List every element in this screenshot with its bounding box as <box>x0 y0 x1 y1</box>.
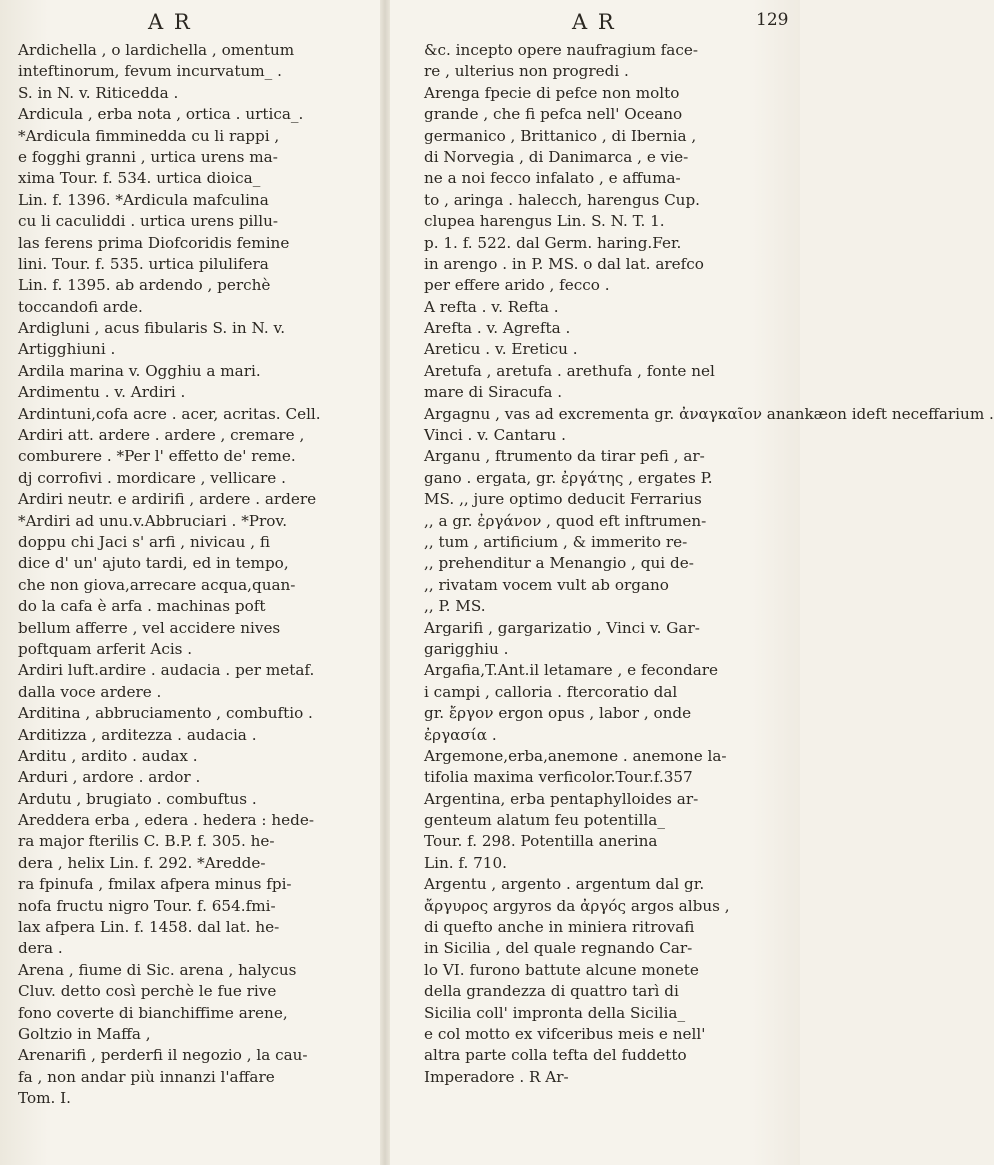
text-line: bellum afferre , vel accidere nives <box>18 618 281 637</box>
text-line: di Norvegia , di Danimarca , e vie- <box>424 147 689 166</box>
text-line: ,, a gr. ἐργάνον , quod eft inftrumen- <box>424 511 707 530</box>
text-line: Ardimentu . v. Ardiri . <box>18 383 186 402</box>
text-line: to , aringa . halecch, harengus Cup. <box>424 190 701 209</box>
text-line: Goltzio in Maffa , <box>18 1024 151 1043</box>
text-line: mare di Siracufa . <box>424 383 563 402</box>
text-line: do la cafa è arfa . machinas poft <box>18 597 266 616</box>
text-line: Arganu , ftrumento da tirar pefi , ar- <box>424 447 705 466</box>
text-line: &c. incepto opere naufragium face- <box>424 41 698 59</box>
text-line: Areddera erba , edera . hedera : hede- <box>18 811 314 830</box>
text-line: dice d' un' ajuto tardi, ed in tempo, <box>18 554 289 573</box>
text-line: dera , helix Lin. f. 292. *Aredde- <box>18 853 266 872</box>
text-line: re , ulterius non progredi . <box>424 62 629 81</box>
text-line: Arenarifi , perderfi il negozio , la cau- <box>18 1046 308 1065</box>
text-line: dera . <box>18 939 63 958</box>
text-line: Ardiri att. ardere . ardere , cremare , <box>18 426 305 445</box>
text-line: tifolia maxima verficolor.Tour.f.357 <box>424 768 693 787</box>
text-line: ,, prehenditur a Menangio , qui de- <box>424 554 694 573</box>
text-line: Aretufa , aretufa . arethufa , fonte nel <box>424 361 715 380</box>
text-line: Arditu , ardito . audax . <box>18 746 198 765</box>
text-line: fono coverte di bianchiffime arene, <box>18 1003 288 1022</box>
text-line: e fogghi granni , urtica urens ma- <box>18 147 278 166</box>
text-line: in arengo . in P. MS. o dal lat. arefco <box>424 254 704 273</box>
text-line: della grandezza di quattro tarì di <box>424 982 679 1001</box>
text-line: Arena , fiume di Sic. arena , halycus <box>18 960 297 979</box>
text-line: Lin. f. 1396. *Ardicula mafculina <box>18 190 269 209</box>
text-line: Arenga fpecie di pefce non molto <box>424 83 680 102</box>
text-line: i campi , calloria . ftercoratio dal <box>424 682 678 701</box>
text-line: gr. ἔργον ergon opus , labor , onde <box>424 704 692 723</box>
text-line: Ardintuni,cofa acre . acer, acritas. Cell. <box>18 404 321 423</box>
text-line: Lin. f. 710. <box>424 853 507 872</box>
text-line: Argarifi , gargarizatio , Vinci v. Gar- <box>424 618 700 637</box>
right-running-header: A R <box>572 10 616 34</box>
text-line: Ardiri neutr. e ardirifi , ardere . ardere <box>18 490 317 509</box>
text-line: lax afpera Lin. f. 1458. dal lat. he- <box>18 918 280 937</box>
text-line: Ardichella , o lardichella , omentum <box>18 41 295 59</box>
text-line: Argafia,T.Ant.il letamare , e fecondare <box>424 661 719 680</box>
text-line: ,, tum , artificium , & immerito re- <box>424 532 688 551</box>
text-line: Cluv. detto così perchè le fue rive <box>18 982 277 1001</box>
text-line: *Ardicula fimminedda cu li rappi , <box>18 126 280 145</box>
text-line: Argemone,erba,anemone . anemone la- <box>424 746 727 765</box>
text-line: ra major fterilis C. B.P. f. 305. he- <box>18 832 275 851</box>
text-line: ἄργυρος argyros da ἀργός argos albus , <box>424 896 730 915</box>
text-line: poftquam arferit Acis . <box>18 639 193 658</box>
text-line: Ardiri luft.ardire . audacia . per metaf. <box>18 661 315 680</box>
left-column <box>18 40 370 1110</box>
text-line: nofa fructu nigro Tour. f. 654.fmi- <box>18 896 276 915</box>
text-line: Ardutu , brugiato . combuftus . <box>18 789 257 808</box>
text-line: las ferens prima Diofcoridis femine <box>18 233 290 252</box>
text-line: ,, rivatam vocem vult ab organo <box>424 575 669 594</box>
text-line: Arditina , abbruciamento , combuftio . <box>18 704 313 723</box>
text-line: Vinci . v. Cantaru . <box>424 426 566 445</box>
text-line: per effere arido , fecco . <box>424 276 610 295</box>
text-line: Tom. I. <box>18 1089 71 1108</box>
text-line: Argentina, erba pentaphylloides ar- <box>424 789 699 808</box>
right-column <box>424 40 994 1088</box>
page-number: 129 <box>756 10 789 30</box>
text-line: p. 1. f. 522. dal Germ. haring.Fer. <box>424 233 682 252</box>
text-line: fa , non andar più innanzi l'affare <box>18 1067 275 1086</box>
text-line: di quefto anche in miniera ritrovafi <box>424 918 695 937</box>
page-gutter <box>380 0 390 1165</box>
left-running-header: A R <box>148 10 192 34</box>
text-line: e col motto ex vifceribus meis e nell' <box>424 1024 706 1043</box>
text-line: genteum alatum feu potentilla_ <box>424 811 665 830</box>
text-line: Lin. f. 1395. ab ardendo , perchè <box>18 276 271 295</box>
text-line: ra fpinufa , fmilax afpera minus fpi- <box>18 875 292 894</box>
text-line: grande , che fi pefca nell' Oceano <box>424 105 683 124</box>
text-line: Arditizza , arditezza . audacia . <box>18 725 257 744</box>
text-line: garigghiu . <box>424 639 509 658</box>
text-line: che non giova,arrecare acqua,quan- <box>18 575 296 594</box>
text-line: dj corrofivi . mordicare , vellicare . <box>18 468 286 487</box>
text-line: comburere . *Per l' effetto de' reme. <box>18 447 296 466</box>
text-line: Ardila marina v. Ogghiu a mari. <box>18 361 261 380</box>
text-line: gano . ergata, gr. ἐργάτης , ergates P. <box>424 468 713 487</box>
text-line: xima Tour. f. 534. urtica dioica_ <box>18 169 261 188</box>
text-line: toccandofi arde. <box>18 297 143 316</box>
text-line: Argentu , argento . argentum dal gr. <box>424 875 705 894</box>
text-line: Artigghiuni . <box>18 340 116 359</box>
text-line: ne a noi fecco infalato , e affuma- <box>424 169 681 188</box>
text-line: Areticu . v. Ereticu . <box>424 340 578 359</box>
text-line: ,, P. MS. <box>424 597 486 616</box>
text-line: lo VI. furono battute alcune monete <box>424 960 699 979</box>
text-line: S. in N. v. Riticedda . <box>18 83 179 102</box>
text-line: dalla voce ardere . <box>18 682 162 701</box>
text-line: Ardigluni , acus fibularis S. in N. v. <box>18 319 286 338</box>
text-line: altra parte colla tefta del fuddetto <box>424 1046 687 1065</box>
text-line: doppu chi Jaci s' arfi , nivicau , fi <box>18 532 270 551</box>
text-line: inteftinorum, fevum incurvatum_ . <box>18 62 282 81</box>
text-line: A refta . v. Refta . <box>424 297 559 316</box>
text-line: in Sicilia , del quale regnando Car- <box>424 939 693 958</box>
text-line: MS. ,, jure optimo deducit Ferrarius <box>424 490 702 509</box>
text-line: Argagnu , vas ad excrementa gr. ἀναγκαῖον anankæon ideft neceffarium . <box>424 404 994 423</box>
text-line: germanico , Brittanico , di Ibernia , <box>424 126 697 145</box>
text-line: Imperadore . R Ar- <box>424 1067 569 1086</box>
text-line: Arduri , ardore . ardor . <box>18 768 201 787</box>
text-line: clupea harengus Lin. S. N. T. 1. <box>424 212 665 231</box>
text-line: cu li caculiddi . urtica urens pillu- <box>18 212 279 231</box>
text-line: lini. Tour. f. 535. urtica pilulifera <box>18 254 269 273</box>
text-line: Ardicula , erba nota , ortica . urtica_. <box>18 105 304 124</box>
text-line: Tour. f. 298. Potentilla anerina <box>424 832 658 851</box>
text-line: *Ardiri ad unu.v.Abbruciari . *Prov. <box>18 511 288 530</box>
text-line: ἐργασία . <box>424 725 497 744</box>
text-line: Sicilia coll' impronta della Sicilia_ <box>424 1003 686 1022</box>
text-line: Arefta . v. Agrefta . <box>424 319 571 338</box>
